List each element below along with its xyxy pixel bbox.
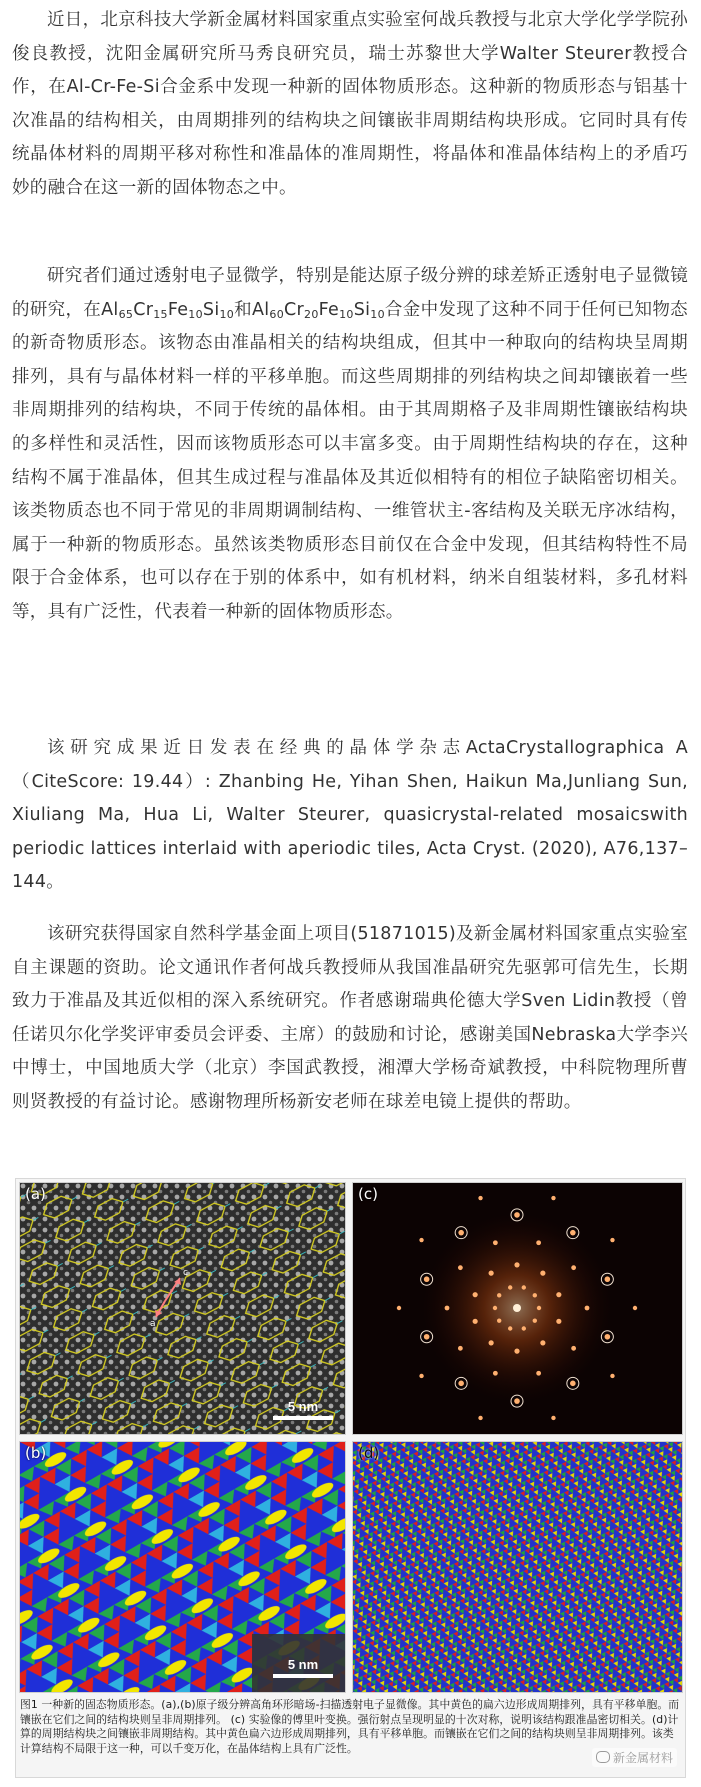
- diffraction-spot: [497, 1293, 501, 1297]
- panel-d-computed-structure: [352, 1441, 683, 1693]
- p2-joiner: 和: [234, 299, 252, 320]
- diffraction-spot: [489, 1340, 494, 1345]
- diffraction-spot: [605, 1276, 611, 1282]
- paragraph-publication: 该研究成果近日发表在经典的晶体学杂志ActaCrystallographica A （CiteScore: 19.44）: Zhanbing He, Yihan Shen, Haikun Ma,Junliang Sun, Xiuliang Ma, Hua Li, Walter Steurer, quasicrystal-related mosaicswith periodic lattices interlaid with aperiodic tiles, Acta Cryst. (2020), A76,137–144。: [12, 738, 688, 893]
- diffraction-spot: [419, 1374, 423, 1378]
- wechat-icon: [596, 1751, 610, 1763]
- diffraction-spot: [585, 1306, 590, 1311]
- diffraction-spot: [508, 1285, 512, 1289]
- scale-bar-a-label: 5 nm: [287, 1399, 319, 1414]
- diffraction-spot: [522, 1326, 526, 1330]
- diffraction-spot: [551, 1196, 555, 1200]
- diffraction-spot: [473, 1319, 478, 1324]
- central-spot: [513, 1304, 521, 1312]
- diffraction-spot: [489, 1271, 494, 1276]
- diffraction-spot: [610, 1374, 614, 1378]
- diffraction-spot: [571, 1265, 576, 1270]
- fft-diffraction-pattern: [353, 1183, 682, 1434]
- vector-c-label: c: [183, 1268, 188, 1278]
- panel-d-label: (d): [358, 1444, 380, 1462]
- alloy-formula-1: $Al_{65}Cr_{15}Fe_{10}Si_{10}$: [101, 299, 235, 321]
- diffraction-spot: [493, 1371, 498, 1376]
- panel-b-tiling-image: [19, 1441, 346, 1693]
- diffraction-spot: [514, 1398, 520, 1404]
- p2-rest: 合金中发现了这种不同于任何已知物态的新奇物质形态。该物态由准晶相关的结构块组成，但其中一种取向的结构块呈周期排列，具有与晶体材料一样的平移单胞。而这些周期排的列结构块之间却镶嵌着一些非周期排列的结构块，不同于传统的晶体相。由于其周期格子及非周期性镶嵌结构块的多样性和灵活性，因而该物质形态可以丰富多变。由于周期性结构块的存在，这种结构不属于准晶体，但其生成过程与准晶体及其近似相特有的相位子缺陷密切相关。该类物质态也不同于常见的非周期调制结构、一维管状主-客结构及关联无序冰结构，属于一种新的物质形态。虽然该类物质形态目前仅在合金中发现，但其结构特性不局限于合金体系，也可以存在于别的体系中，如有机材料，纳米自组装材料，多孔材料等，具有广泛性，代表着一种新的固体物质形态。: [12, 299, 688, 622]
- diffraction-spot: [633, 1306, 637, 1310]
- diffraction-spot: [493, 1306, 497, 1310]
- diffraction-spot: [522, 1285, 526, 1289]
- diffraction-spot: [570, 1381, 576, 1387]
- diffraction-spot: [610, 1238, 614, 1242]
- colored-tiling-overlay: [20, 1442, 345, 1692]
- panel-c-fft: [352, 1182, 683, 1435]
- panel-b-label: (b): [25, 1444, 47, 1462]
- diffraction-spot: [556, 1319, 561, 1324]
- alloy-formula-2: $Al_{60}Cr_{20}Fe_{10}Si_{10}$: [251, 299, 385, 321]
- diffraction-spot: [458, 1265, 463, 1270]
- panel-c-label: (c): [358, 1185, 378, 1203]
- scale-bar-a: [273, 1399, 333, 1420]
- diffraction-spot: [424, 1334, 430, 1340]
- diffraction-spot: [473, 1292, 478, 1297]
- diffraction-spot: [478, 1416, 482, 1420]
- diffraction-spot: [551, 1416, 555, 1420]
- stem-image-texture: [20, 1183, 345, 1434]
- diffraction-spot: [514, 1262, 519, 1267]
- figure-1: [15, 1178, 686, 1778]
- diffraction-spot: [419, 1238, 423, 1242]
- scale-bar-b: [273, 1657, 333, 1678]
- p2-intro: 研究者们通过透射电子显微学，特别是能达原子级分辨的球差矫正透射电子显微镜的研究，在: [12, 266, 688, 320]
- diffraction-spot: [540, 1340, 545, 1345]
- diffraction-spot: [458, 1381, 464, 1387]
- diffraction-spot: [536, 1240, 541, 1245]
- diffraction-spot: [536, 1371, 541, 1376]
- diffraction-spot: [556, 1292, 561, 1297]
- diffraction-spot: [605, 1334, 611, 1340]
- diffraction-spot: [533, 1318, 537, 1322]
- diffraction-spot: [508, 1326, 512, 1330]
- vector-a-label: a: [150, 1319, 156, 1329]
- panel-a-stem-image: [19, 1182, 346, 1435]
- diffraction-spot: [533, 1293, 537, 1297]
- diffraction-spot: [537, 1306, 541, 1310]
- computed-tiling-pattern: [353, 1442, 682, 1692]
- diffraction-spot: [458, 1230, 464, 1236]
- watermark: [592, 1748, 677, 1767]
- diffraction-spot: [571, 1346, 576, 1351]
- diffraction-spot: [570, 1230, 576, 1236]
- diffraction-spot: [458, 1346, 463, 1351]
- scale-bar-b-label: 5 nm: [287, 1657, 319, 1672]
- paragraph-acknowledgement: 该研究获得国家自然科学基金面上项目(51871015)及新金属材料国家重点实验室自主课题的资助。论文通讯作者何战兵教授师从我国准晶研究先驱郭可信先生，长期致力于准晶及其近似相的深入系统研究。作者感谢瑞典伦德大学Sven Lidin教授（曾任诺贝尔化学奖评审委员会评委、主席）的鼓励和讨论，感谢美国Nebraska大学李兴中博士，中国地质大学（北京）李国武教授，湘潭大学杨奇斌教授，中科院物理所曹则贤教授的有益讨论。感谢物理所杨新安老师在球差电镜上提供的帮助。: [12, 924, 688, 1112]
- figure-caption: 图1 一种新的固态物质形态。(a),(b)原子级分辨高角环形暗场-扫描透射电子显微像。其中黄色的扁六边形成周期排列，具有平移单胞。而镶嵌在它们之间的结构块则呈非周期排列。 (c) 实验像的傅里叶变换。强衍射点呈现明显的十次对称，说明该结构跟准晶密切相关。(d)计算的周期结构块之间镶嵌非周期结构。其中黄色扁六边形成周期排列，具有平移单胞。而镶嵌在它们之间的结构块则呈非周期排列。该类计算结构不局限于这一种，可以千变万化，在晶体结构上具有广泛性。: [20, 1698, 680, 1755]
- diffraction-spot: [424, 1276, 430, 1282]
- diffraction-spot: [478, 1196, 482, 1200]
- paragraph-discovery: 近日，北京科技大学新金属材料国家重点实验室何战兵教授与北京大学化学学院孙俊良教授，沈阳金属研究所马秀良研究员，瑞士苏黎世大学Walter Steurer教授合作，在Al-Cr-Fe-Si合金系中发现一种新的固体物质形态。这种新的物质形态与铝基十次准晶的结构相关，由周期排列的结构块之间镶嵌非周期结构块形成。它同时具有传统晶体材料的周期平移对称性和准晶体的准周期性，将晶体和准晶体结构上的矛盾巧妙的融合在这一新的固体物态之中。: [12, 10, 688, 198]
- diffraction-spot: [497, 1318, 501, 1322]
- watermark-text: 新金属材料: [612, 1751, 673, 1765]
- diffraction-spot: [445, 1306, 450, 1311]
- diffraction-spot: [514, 1212, 520, 1218]
- diffraction-spot: [493, 1240, 498, 1245]
- panel-a-label: (a): [25, 1185, 46, 1203]
- diffraction-spot: [540, 1271, 545, 1276]
- diffraction-spot: [514, 1349, 519, 1354]
- diffraction-spot: [397, 1306, 401, 1310]
- paragraph-research: [12, 260, 688, 630]
